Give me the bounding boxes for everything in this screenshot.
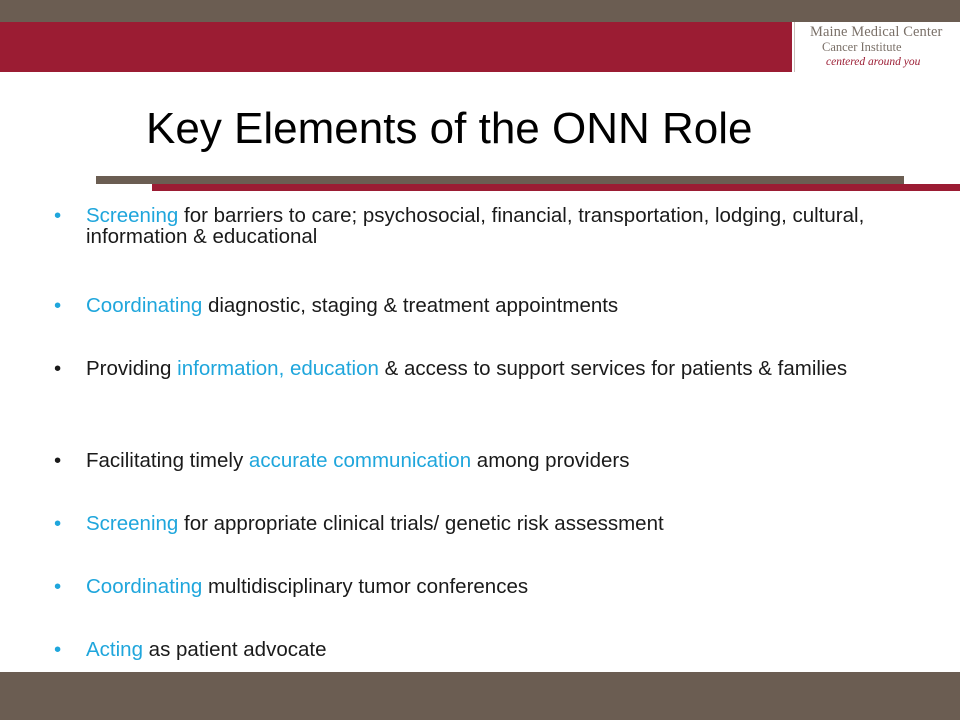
bottom-frame-bar [0, 672, 960, 720]
bullet-dot: • [54, 294, 62, 317]
bullet-lead: Facilitating timely [86, 449, 249, 472]
bullet-dot: • [54, 575, 62, 598]
bullet-item [50, 295, 910, 316]
bullet-text [86, 513, 910, 534]
bullet-rest: among providers [471, 449, 630, 472]
bullet-item [50, 513, 910, 534]
bullet-keyword: accurate communication [248, 449, 472, 472]
bullet-rest: for barriers to care; psychosocial, financial, transportation, lodging, cultural, information & educational [86, 204, 865, 248]
bullet-rest: for appropriate clinical trials/ genetic risk assessment [178, 512, 664, 535]
bullet-lead: Providing [86, 357, 178, 380]
bullet-dot: • [54, 449, 62, 472]
bullet-item [50, 576, 910, 597]
bullet-item [50, 358, 910, 379]
bullet-item [50, 450, 910, 471]
title-rule-gray [96, 176, 904, 184]
bullet-keyword: Coordinating [86, 575, 203, 598]
slide-title: Key Elements of the ONN Role [146, 104, 753, 153]
bullet-keyword: Screening [86, 204, 179, 227]
bullet-item [50, 639, 910, 660]
bullet-rest: multidisciplinary tumor conferences [202, 575, 529, 598]
bullet-item [50, 205, 910, 247]
bullet-dot: • [54, 512, 62, 535]
bullet-text [86, 205, 910, 247]
bullet-text [86, 295, 910, 316]
header-red-band [0, 22, 792, 72]
logo-name: Maine Medical Center [810, 24, 943, 40]
bullet-keyword: information, education [177, 357, 379, 380]
bullet-text [86, 576, 910, 597]
bullet-dot: • [54, 638, 62, 661]
bullet-text [86, 450, 910, 471]
bullet-rest: as patient advocate [142, 638, 327, 661]
title-rule-red [152, 184, 960, 191]
bullet-rest: diagnostic, staging & treatment appointments [202, 294, 619, 317]
bullet-keyword: Acting [86, 638, 143, 661]
bullet-dot: • [54, 204, 62, 227]
bullet-dot: • [54, 357, 62, 380]
bullet-keyword: Coordinating [86, 294, 203, 317]
logo-subtitle: Cancer Institute [822, 40, 902, 54]
bullet-keyword: Screening [86, 512, 179, 535]
logo-tagline: centered around you [826, 56, 921, 68]
bullet-text [86, 358, 910, 379]
top-frame-bar [0, 0, 960, 22]
bullet-text [86, 639, 910, 660]
bullet-rest: & access to support services for patients & families [378, 357, 848, 380]
logo-divider [794, 22, 795, 72]
